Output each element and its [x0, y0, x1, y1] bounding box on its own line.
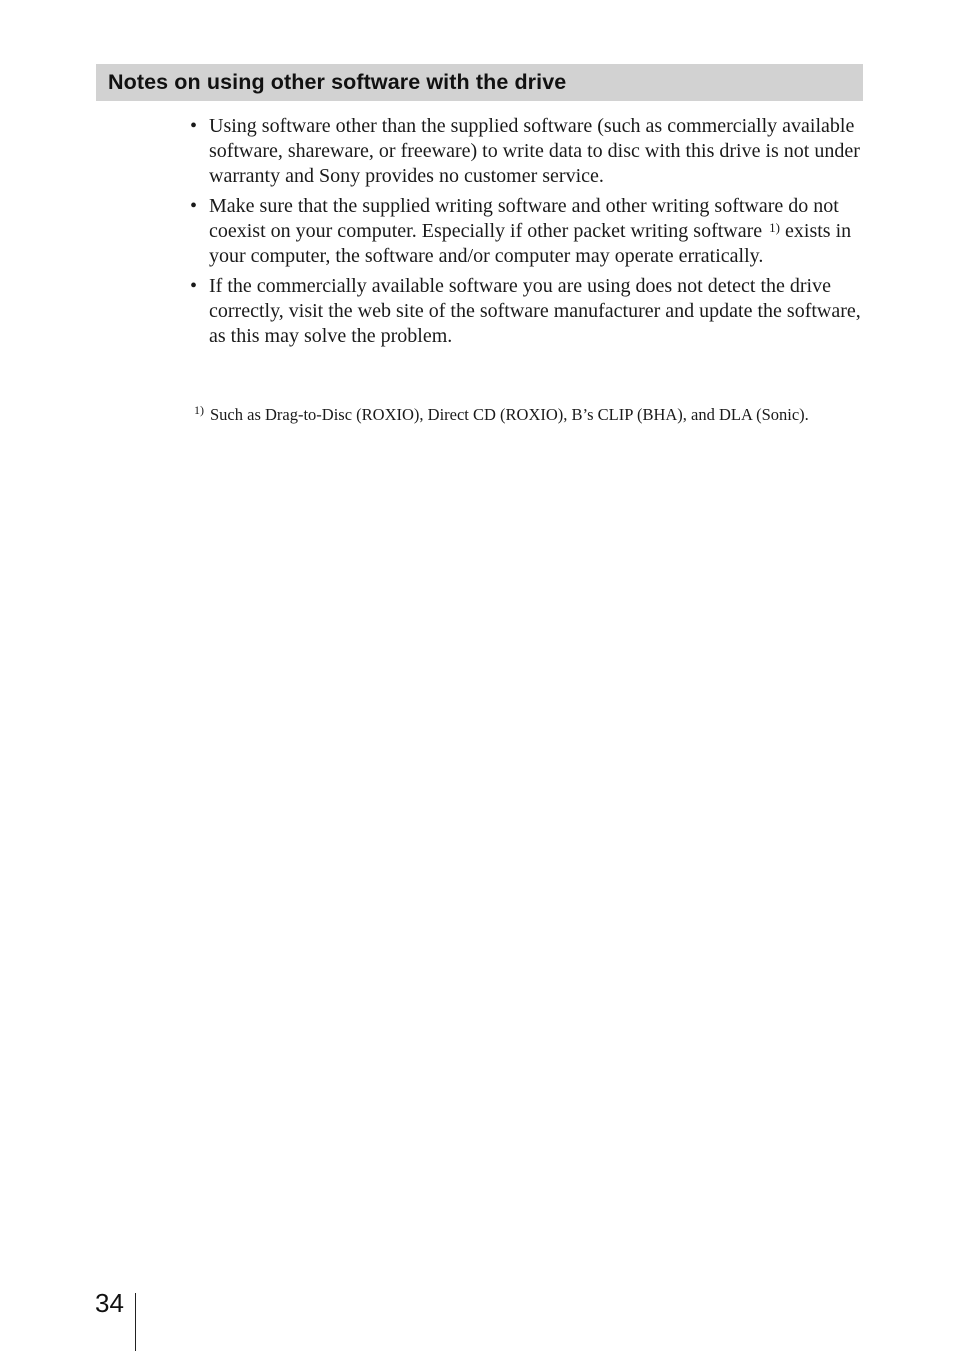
bullet-icon: • [190, 115, 198, 137]
bullet-icon: • [190, 275, 198, 297]
section-header [96, 64, 863, 101]
footnote-text: Such as Drag-to-Disc (ROXIO), Direct CD (ROXIO), B’s CLIP (BHA), and DLA (Sonic). [210, 405, 809, 424]
list-item [190, 274, 862, 349]
footnote-reference: 1) [769, 220, 781, 235]
footnote-mark: 1) [194, 403, 204, 417]
list-item-text: Make sure that the supplied writing software and other writing software do not coexist on your computer. Especially if other packet writing software [209, 195, 839, 242]
page-number: 34 [95, 1288, 124, 1318]
bullet-icon: • [190, 195, 198, 217]
notes-list [190, 114, 862, 354]
list-item-text-continued: exists in your computer, the software and/or computer may operate erratically. [209, 220, 852, 267]
footnote [194, 404, 874, 427]
list-item [190, 194, 862, 269]
list-item [190, 114, 862, 189]
list-item-text: If the commercially available software you are using does not detect the drive correctly, visit the web site of the software manufacturer and update the software, as this may solve the problem. [209, 275, 861, 347]
list-item-text: Using software other than the supplied software (such as commercially available software, shareware, or freeware) to write data to disc with this drive is not under warranty and Sony provides no customer service. [209, 115, 860, 187]
section-title: Notes on using other software with the drive [108, 70, 567, 94]
page-number-divider [135, 1293, 136, 1351]
